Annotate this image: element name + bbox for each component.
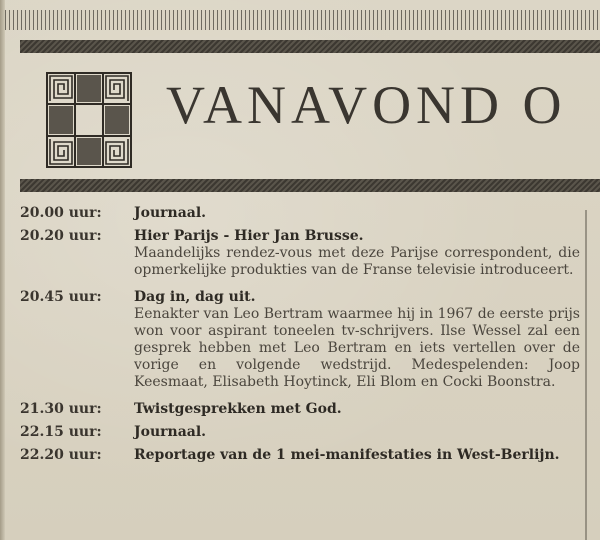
schedule-time: 22.15 uur: [20,424,102,440]
schedule-entry [20,289,580,391]
schedule-title: Journaal. [134,205,207,221]
schedule-time: 22.20 uur: [20,447,102,463]
column-rule [585,210,587,540]
schedule-time: 20.00 uur: [20,205,102,221]
schedule-description: Maandelijks rendez-vous met deze Parijse correspondent, die opmerkelijke produkties van de Franse televisie introduceert. [134,245,580,278]
headline: VANAVOND O [166,75,567,135]
schedule-entry [20,205,580,222]
schedule-time: 21.30 uur: [20,401,102,417]
schedule-title: Reportage van de 1 mei-manifestaties in West-Berlijn. [134,447,560,463]
schedule-entry [20,401,580,418]
schedule-entry [20,447,580,464]
schedule-time: 20.45 uur: [20,289,102,305]
header-rule-bottom [20,179,600,192]
schedule-entry [20,228,580,279]
schedule-description: Eenakter van Leo Bertram waarmee hij in 1967 de eerste prijs won voor aspirant toneelen tv-schrijvers. Ilse Wessel zal een gesprek hebben met Leo Bertram en iets vertellen over de vorige en volgende wedstrijd. Medespelenden: Joop Keesmaat, Elisabeth Hoytinck, Eli Blom en Cocki Boonstra. [134,306,580,390]
schedule-entry [20,424,580,441]
schedule-time: 20.20 uur: [20,228,102,244]
headline-clip [0,0,600,180]
schedule-title: Journaal. [134,424,207,440]
schedule-title: Twistgesprekken met God. [134,401,342,417]
schedule-title: Dag in, dag uit. [134,289,256,305]
tv-schedule [20,205,580,464]
schedule-title: Hier Parijs - Hier Jan Brusse. [134,228,364,244]
